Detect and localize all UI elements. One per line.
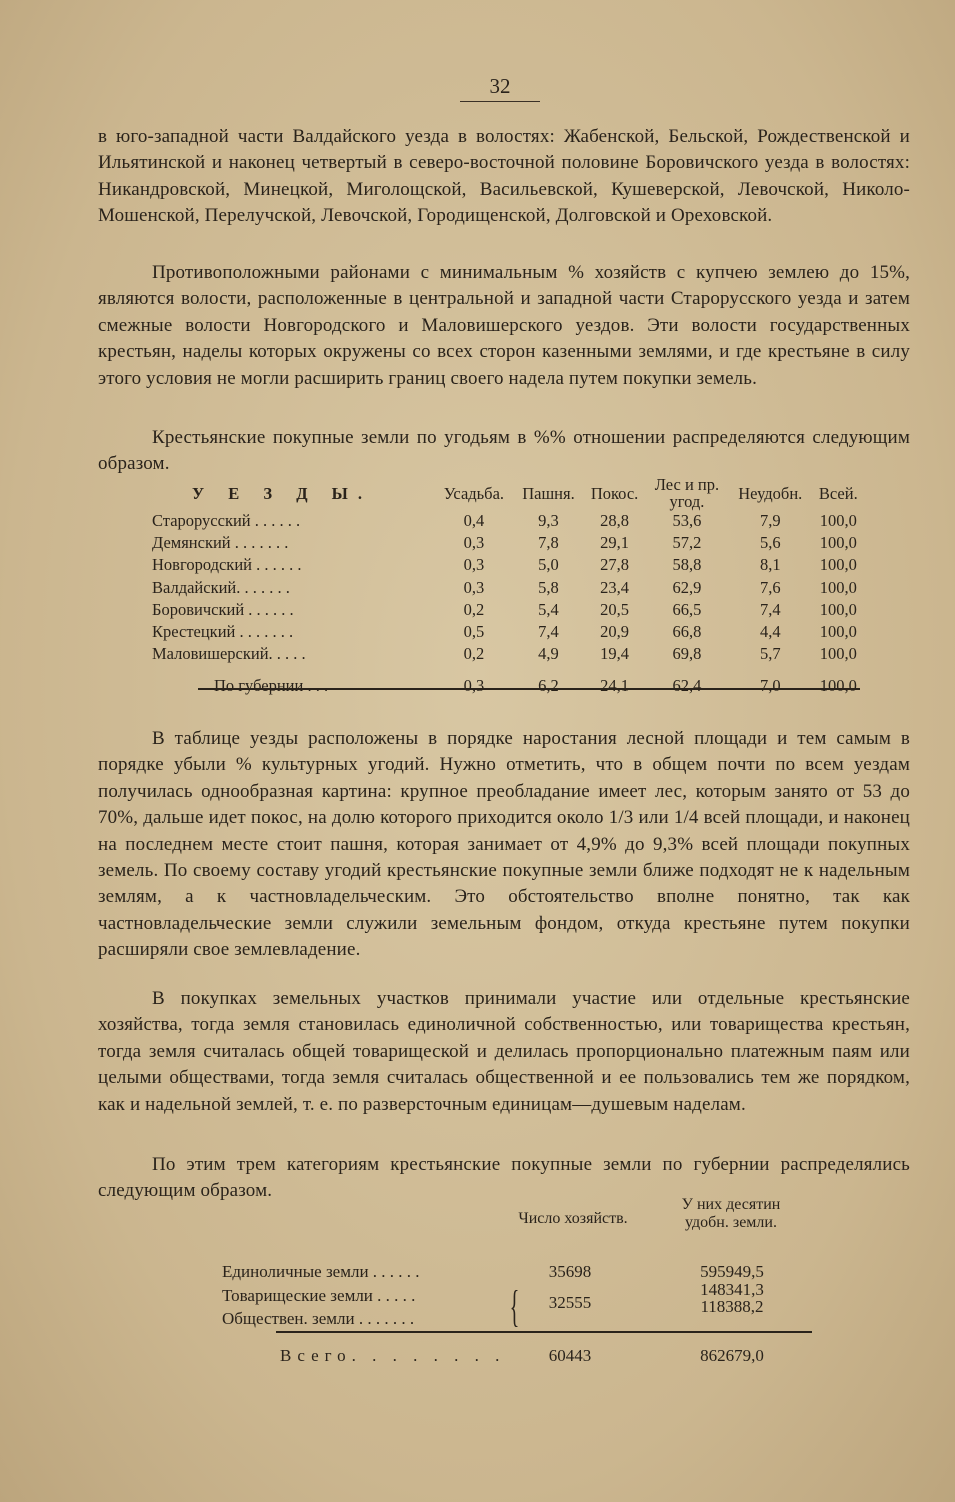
table-row	[152, 621, 864, 643]
table-cell: 0,2	[463, 599, 485, 619]
table-cell: 23,4	[600, 577, 629, 597]
row-label: Новгородский . . . . . .	[152, 555, 302, 575]
table-cell: 29,1	[600, 533, 629, 553]
table-cell: 9,3	[538, 511, 559, 531]
table-cell: 7,6	[759, 577, 781, 597]
row-label: Товарищеские земли . . . . .	[222, 1286, 416, 1305]
table-cell: 0,3	[463, 533, 485, 553]
land-use-table	[152, 476, 864, 698]
land-value: 595949,5	[700, 1262, 764, 1281]
column-header: У Е З Д Ы.	[192, 483, 373, 503]
table-cell: 0,4	[463, 511, 485, 531]
row-label: Обществен. земли . . . . . . .	[222, 1309, 415, 1328]
row-label: Маловишерский. . . . .	[152, 644, 306, 664]
table-cell: 5,6	[759, 533, 781, 553]
column-header: Усадьба.	[443, 483, 505, 503]
land-value: 118388,2	[700, 1297, 764, 1316]
table-cell: 7,4	[538, 622, 559, 642]
table-cell: 6,2	[538, 676, 559, 696]
table-cell: 7,4	[759, 599, 781, 619]
row-label: Крестецкий . . . . . . .	[152, 622, 294, 642]
table-cell: 5,8	[538, 577, 559, 597]
paragraph-4	[98, 726, 910, 964]
table-cell: 20,9	[600, 622, 629, 642]
table-cell: 57,2	[672, 533, 702, 553]
table-rule	[198, 688, 860, 690]
table-cell: 4,9	[538, 644, 559, 664]
table-cell: 100,0	[819, 599, 857, 619]
column-header: Лес и пр. угод.	[654, 475, 720, 511]
table-cell: 62,9	[672, 577, 702, 597]
table-cell: 5,0	[538, 555, 559, 575]
table-cell: 100,0	[819, 511, 857, 531]
table-cell: 7,0	[759, 676, 781, 696]
column-header: Всей.	[818, 483, 858, 503]
paragraph-text: в юго-западной части Валдайского уезда в волостях: Жабенской, Бельской, Рождественской и Ильятинской и наконец четвертый в северо-восточной половине Боровичского уезда в волостях: Никандровской, Минецкой, Миголощской, Васильевской, Кушеверской, Левочской, Николо-Мошенской, Перелучской, Левочской, Городищенской, Долговской и Ореховской.	[98, 126, 910, 227]
households-value: 35698	[548, 1262, 592, 1281]
table-cell: 20,5	[600, 599, 629, 619]
land-header: У них десятин удобн. земли.	[681, 1196, 781, 1231]
total-row	[152, 665, 864, 697]
table-cell: 27,8	[600, 555, 629, 575]
table-cell: 69,8	[672, 644, 702, 664]
table-cell: 100,0	[819, 676, 857, 696]
row-label: Единоличные земли . . . . . .	[222, 1262, 420, 1281]
table-cell: 58,8	[672, 555, 702, 575]
table-row	[152, 599, 864, 621]
households-value: 32555	[548, 1293, 592, 1312]
paragraph-text: По этим трем категориям крестьянские покупные земли по губернии распределялись следующим образом.	[98, 1154, 910, 1202]
households-value: 60443	[548, 1346, 592, 1365]
paragraph-text: Крестьянские покупные земли по угодьям в %% отношении распределяются следующим образом.	[98, 427, 910, 475]
table-rule	[276, 1331, 812, 1333]
row-label: По губернии . . .	[214, 676, 329, 696]
brace-symbol: {	[509, 1282, 520, 1331]
table-cell: 66,5	[672, 599, 702, 619]
table-cell: 5,4	[538, 599, 559, 619]
table-cell: 7,9	[759, 511, 781, 531]
table-cell: 7,8	[538, 533, 559, 553]
paragraph-5	[98, 986, 910, 1118]
table-row	[152, 554, 864, 576]
table-cell: 100,0	[819, 644, 857, 664]
row-label: Старорусский . . . . . .	[152, 511, 301, 531]
paragraph-3	[98, 425, 910, 478]
table-cell: 100,0	[819, 622, 857, 642]
table-cell: 53,6	[672, 511, 702, 531]
paragraph-1	[98, 124, 910, 230]
table-cell: 62,4	[672, 676, 702, 696]
table-cell: 0,5	[463, 622, 485, 642]
table-row	[152, 532, 864, 554]
paragraph-2	[98, 260, 910, 392]
table-cell: 100,0	[819, 555, 857, 575]
row-label: Демянский . . . . . . .	[152, 533, 289, 553]
households-header: Число хозяйств.	[518, 1210, 628, 1227]
paragraph-text: В таблице уезды расположены в порядке наростания лесной площади и тем самым в порядке убыли % культурных угодий. Нужно отметить, что в общем почти по всем уездам получилась однообразная картина: крупное преобладание имеет лес, которым занято от 53 до 70%, дальше идет покос, на долю которого приходится около 1/3 или 1/4 всей площади, и наконец на последнем месте стоит пашня, которая занимает от 4,9% до 9,3% всей площади покупных земель. По своему составу угодий крестьянские покупные земли ближе подходят не к надельным землям, а к частновладельческим. Это обстоятельство вполне понятно, так как частновладельческие земли служили земельным фондом, откуда крестьяне путем покупки расширяли свое землевладение.	[98, 728, 910, 961]
table-cell: 0,2	[463, 644, 485, 664]
table-cell: 8,1	[759, 555, 781, 575]
land-value: 862679,0	[700, 1346, 764, 1365]
table-cell: 5,7	[759, 644, 781, 664]
page-number: 32	[460, 74, 540, 102]
table-cell: 100,0	[819, 533, 857, 553]
table-cell: 28,8	[600, 511, 629, 531]
column-header: Пашня.	[522, 483, 575, 503]
table-cell: 24,1	[600, 676, 629, 696]
column-header: Неудобн.	[738, 483, 803, 503]
column-header: Покос.	[590, 483, 639, 503]
row-label: Всего. . . . . . . .	[280, 1346, 506, 1365]
table-row	[152, 643, 864, 665]
row-label: Боровичский . . . . . .	[152, 599, 294, 619]
paragraph-text: Противоположными районами с минимальным % хозяйств с купчею землею до 15%, являются волости, расположенные в центральной и западной части Старорусского уезда и затем смежные волости Новгородского и Маловишерского уездов. Эти волости государственных крестьян, наделы которых окружены со всех сторон казенными землями, и где крестьяне в силу этого условия не могли расширить границ своего надела путем покупки земель.	[98, 262, 910, 389]
table-header-row	[152, 476, 864, 510]
paragraph-text: В покупках земельных участков принимали участие или отдельные крестьянские хозяйства, тогда земля становилась единоличной собственностью, или товарищества крестьян, тогда земля считалась общей товарищеской и делилась пропорционально платежным паям или целыми обществами, тогда земля считалась общественной и ее пользовались тем же порядком, как и надельной землей, т. е. по разверсточным единицам—душевым наделам.	[98, 988, 910, 1115]
land-value: 148341,3	[700, 1280, 764, 1299]
table-cell: 0,3	[463, 676, 485, 696]
table-cell: 4,4	[759, 622, 781, 642]
table-cell: 66,8	[672, 622, 702, 642]
row-label: Валдайский. . . . . . .	[152, 577, 290, 597]
table-cell: 100,0	[819, 577, 857, 597]
table-row	[152, 577, 864, 599]
table-cell: 0,3	[463, 577, 485, 597]
table-cell: 0,3	[463, 555, 485, 575]
table-cell: 19,4	[600, 644, 629, 664]
table-row	[152, 510, 864, 532]
